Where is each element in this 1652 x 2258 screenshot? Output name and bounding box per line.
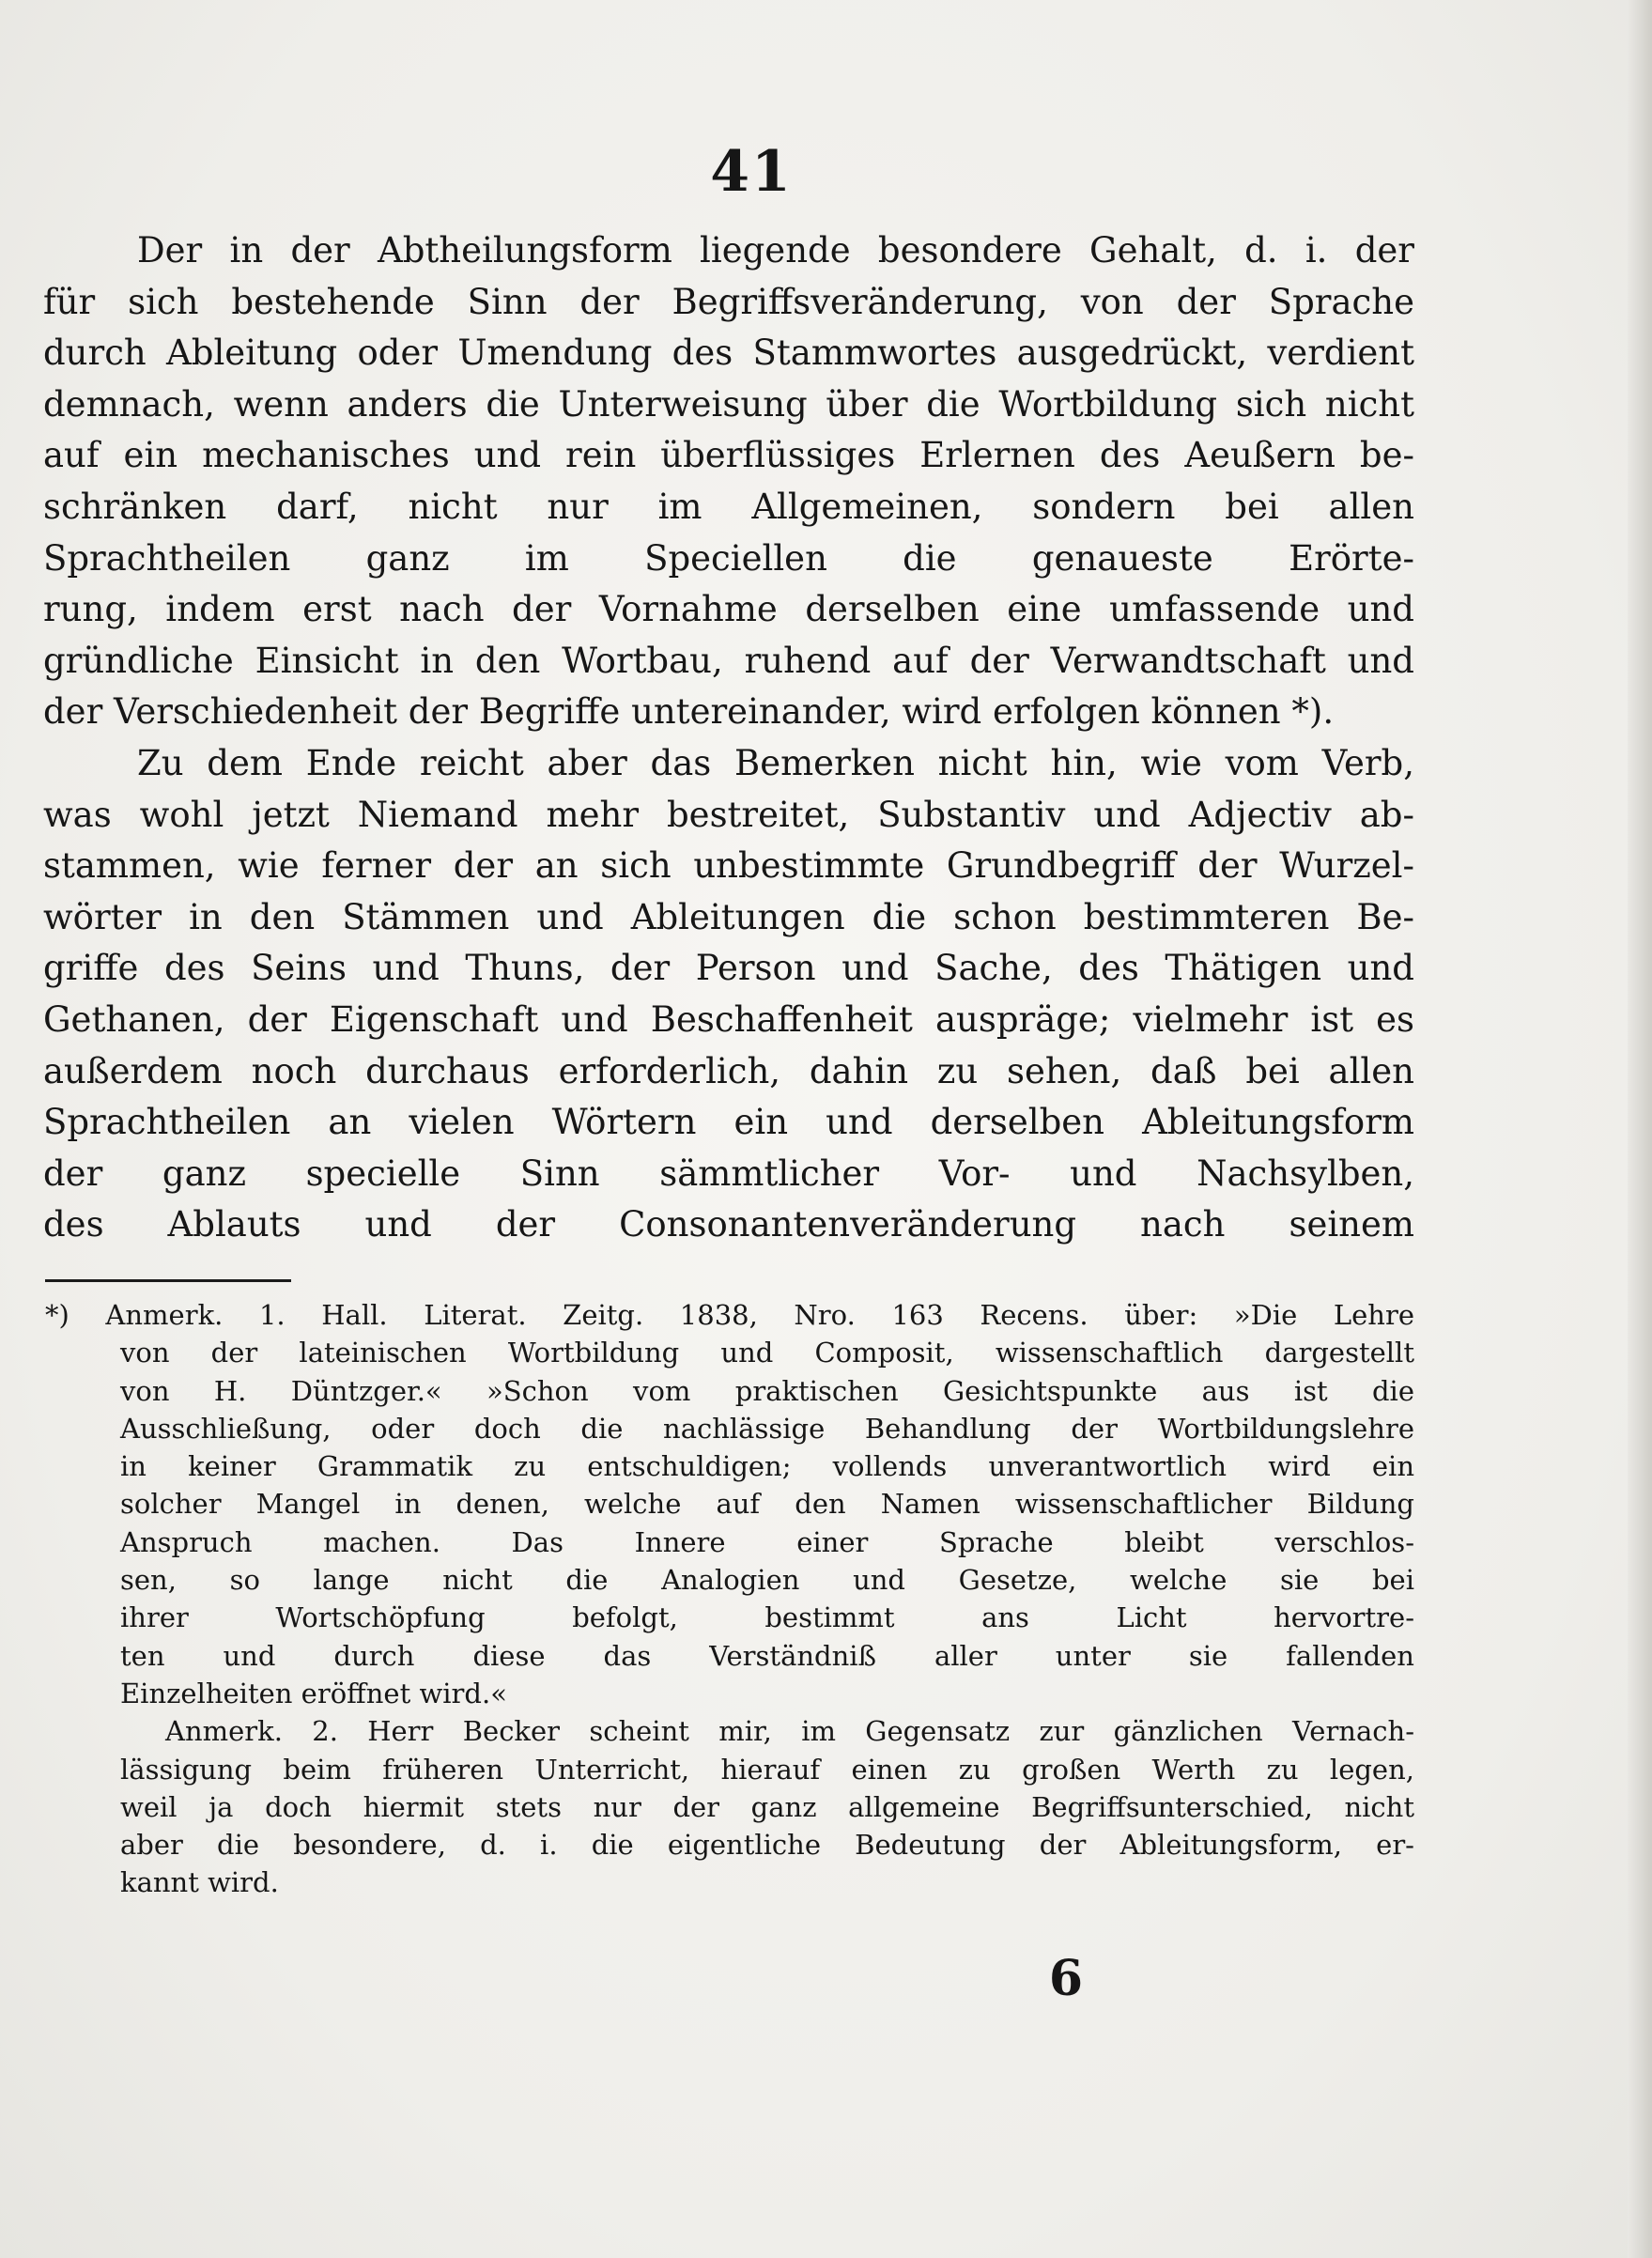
text-line: durch Ableitung oder Umendung des Stammwortes ausgedrückt, verdient	[43, 333, 1414, 374]
text-line: griffe des Seins und Thuns, der Person und Sache, des Thätigen und	[43, 948, 1414, 989]
footnote-line: weil ja doch hiermit stets nur der ganz allgemeine Begriffsunterschied, nicht	[120, 1790, 1414, 1823]
footnote-line: Anmerk. 2. Herr Becker scheint mir, im Gegensatz zur gänzlichen Vernach-	[165, 1715, 1414, 1748]
main-text	[43, 225, 1414, 1251]
text-line: schränken darf, nicht nur im Allgemeinen, sondern bei allen	[43, 486, 1414, 527]
signature-mark: 6	[1048, 1950, 1084, 2007]
text-line: der ganz specielle Sinn sämmtlicher Vor- und Nachsylben,	[43, 1152, 1414, 1194]
text-line: gründliche Einsicht in den Wortbau, ruhend auf der Verwandtschaft und	[43, 640, 1414, 681]
page-number: 41	[710, 139, 793, 205]
footnote-line: von der lateinischen Wortbildung und Composit, wissenschaftlich dargestellt	[120, 1337, 1414, 1369]
footnote-line: Einzelheiten eröffnet wird.«	[120, 1677, 507, 1709]
footnote-line: Anspruch machen. Das Innere einer Sprache bleibt verschlos-	[120, 1525, 1414, 1558]
page-edge-shadow	[1628, 0, 1652, 2258]
text-line: was wohl jetzt Niemand mehr bestreitet, Substantiv und Adjectiv ab-	[43, 794, 1414, 835]
text-line: des Ablauts und der Consonantenveränderung nach seinem	[43, 1204, 1414, 1245]
footnote-line: von H. Düntzger.« »Schon vom praktischen Gesichtspunkte aus ist die	[120, 1374, 1414, 1407]
footnote-rule	[45, 1279, 291, 1282]
text-line: stammen, wie ferner der an sich unbestimmte Grundbegriff der Wurzel-	[43, 845, 1414, 887]
footnote-line: solcher Mangel in denen, welche auf den Namen wissenschaftlicher Bildung	[120, 1488, 1414, 1521]
text-line: wörter in den Stämmen und Ableitungen die schon bestimmteren Be-	[43, 896, 1414, 937]
text-line: außerdem noch durchaus erforderlich, dahin zu sehen, daß bei allen	[43, 1050, 1414, 1091]
footnotes	[45, 1296, 1414, 1902]
text-line: Zu dem Ende reicht aber das Bemerken nicht hin, wie vom Verb,	[137, 742, 1414, 783]
text-line: Sprachtheilen an vielen Wörtern ein und derselben Ableitungsform	[43, 1102, 1414, 1143]
footnote-line: kannt wird.	[120, 1866, 279, 1899]
text-line: demnach, wenn anders die Unterweisung über die Wortbildung sich nicht	[43, 383, 1414, 425]
footnote-line: ihrer Wortschöpfung befolgt, bestimmt ans Licht hervortre-	[120, 1601, 1414, 1634]
footnote-line: lässigung beim früheren Unterricht, hierauf einen zu großen Werth zu legen,	[120, 1753, 1414, 1786]
text-line: auf ein mechanisches und rein überflüssiges Erlernen des Aeußern be-	[43, 435, 1414, 476]
footnote-line: sen, so lange nicht die Analogien und Gesetze, welche sie bei	[120, 1564, 1414, 1597]
text-line: Gethanen, der Eigenschaft und Beschaffenheit auspräge; vielmehr ist es	[43, 998, 1414, 1040]
footnote-line: *) Anmerk. 1. Hall. Literat. Zeitg. 1838, Nro. 163 Recens. über: »Die Lehre	[45, 1299, 1414, 1331]
footnote-line: ten und durch diese das Verständniß aller unter sie fallenden	[120, 1639, 1414, 1672]
footnote-line: aber die besondere, d. i. die eigentliche Bedeutung der Ableitungsform, er-	[120, 1829, 1414, 1862]
text-line: für sich bestehende Sinn der Begriffsveränderung, von der Sprache	[43, 281, 1414, 322]
text-line: Der in der Abtheilungsform liegende besondere Gehalt, d. i. der	[137, 230, 1414, 271]
footnote-line: in keiner Grammatik zu entschuldigen; vollends unverantwortlich wird ein	[120, 1450, 1414, 1483]
footnote-line: Ausschließung, oder doch die nachlässige Behandlung der Wortbildungslehre	[120, 1412, 1414, 1445]
text-line: rung, indem erst nach der Vornahme derselben eine umfassende und	[43, 589, 1414, 630]
text-line: Sprachtheilen ganz im Speciellen die genaueste Erörte-	[43, 537, 1414, 579]
text-line: der Verschiedenheit der Begriffe untereinander, wird erfolgen können *).	[43, 691, 1335, 733]
